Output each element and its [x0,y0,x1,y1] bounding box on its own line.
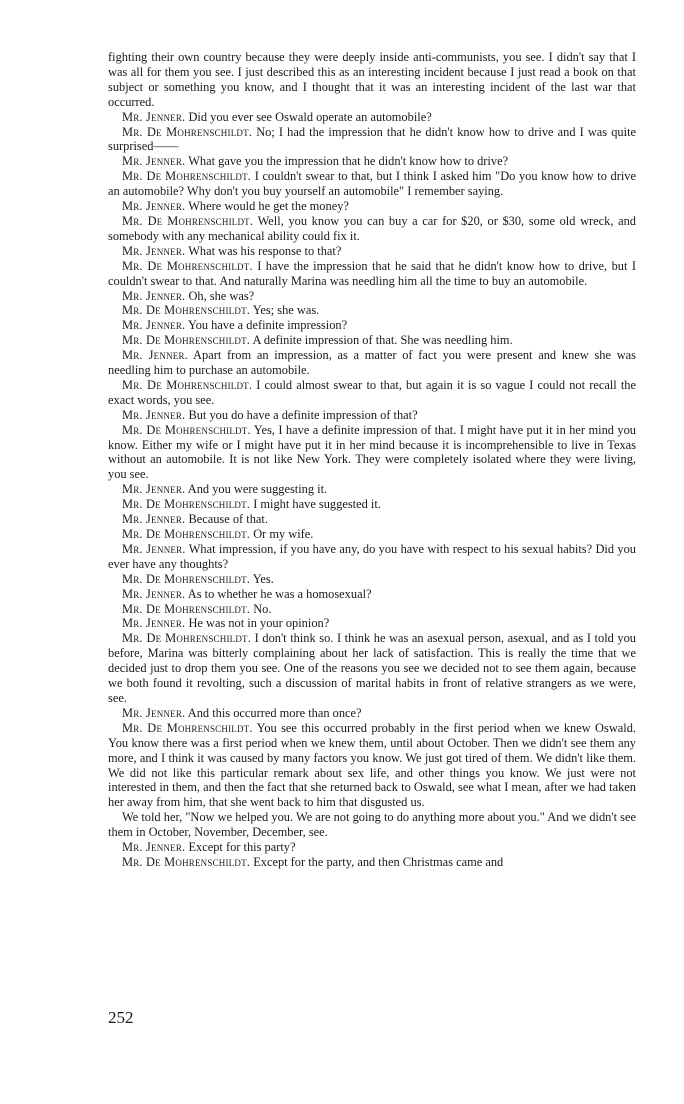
testimony-text: I could almost swear to that, but again it is so vague I could not recall the exact words, you see. [108,377,636,407]
speaker-name: Mr. Jenner. [122,616,186,631]
testimony-text: Or my wife. [253,527,314,541]
transcript-paragraph [108,855,636,870]
speaker-name: Mr. Jenner. [122,512,186,527]
speaker-name: Mr. De Mohrenschildt. [122,169,252,184]
speaker-name: Mr. Jenner. [122,705,186,720]
testimony-text: I might have suggested it. [253,497,381,512]
speaker-name: Mr. De Mohrenschildt. [122,333,251,348]
transcript-paragraph [108,318,636,333]
transcript-paragraph [108,125,636,155]
testimony-text: I have the impression that he said that he didn't know how to drive, but I couldn't swear to that. And naturally Marina was needling him all the time to buy an automobile. [108,258,636,288]
testimony-text: Did you ever see Oswald operate an automobile? [188,109,432,124]
page-number: 252 [108,1008,134,1027]
speaker-name: Mr. De Mohrenschildt. [122,422,251,437]
testimony-text: No. [253,601,272,616]
speaker-name: Mr. De Mohrenschildt. [122,124,253,139]
transcript-paragraph [108,706,636,721]
transcript-paragraph [108,497,636,512]
testimony-text: What gave you the impression that he didn't know how to drive? [188,154,509,169]
testimony-text: No; I had the impression that he didn't know how to drive and I was quite surprised—— [108,124,637,154]
transcript-paragraph [108,214,636,244]
testimony-text: Yes. [252,571,274,586]
testimony-text: What impression, if you have any, do you have with respect to his sexual habits? Did you ever have any thoughts? [108,541,636,571]
speaker-name: Mr. De Mohrenschildt. [122,303,251,318]
testimony-text: We told her, "Now we helped you. We are not going to do anything more about you." And we didn't see them in October, November, December, see. [108,810,636,840]
testimony-text: What was his response to that? [188,243,342,258]
testimony-text: Apart from an impression, as a matter of fact you were present and knew she was needling him to purchase an automobile. [108,348,636,378]
transcript-paragraph [108,527,636,542]
testimony-text: Yes, I have a definite impression of that. I might have put it in her mind you know. Either my wife or I might have put it in her mind because it is incomprehensible to live in Texas without an automobile. It is not like New York. They were completely isolated where they were living, you see. [108,422,637,482]
testimony-text: Because of that. [188,512,268,527]
speaker-name: Mr. De Mohrenschildt. [122,631,252,646]
transcript-paragraph [108,289,636,304]
transcript-paragraph [108,721,636,810]
transcript-paragraph [108,542,636,572]
speaker-name: Mr. De Mohrenschildt. [122,601,251,616]
transcript-paragraph [108,616,636,631]
testimony-text: And you were suggesting it. [187,482,328,497]
speaker-name: Mr. Jenner. [122,586,186,601]
testimony-text: But you do have a definite impression of that? [188,407,418,422]
testimony-text: As to whether he was a homosexual? [187,586,372,601]
testimony-text: fighting their own country because they were deeply inside anti-communists, you see. I didn't say that I was all for them you see. I just described this as an interesting incident because I just read a book on that subject or something you know, and I thought that it was an interesting incident of the last war that occurred. [108,50,636,109]
transcript-paragraph [108,572,636,587]
speaker-name: Mr. Jenner. [122,840,186,855]
speaker-name: Mr. Jenner. [122,318,186,333]
testimony-text: Where would he get the money? [188,199,349,214]
transcript-paragraph [108,378,636,408]
transcript-paragraph [108,50,636,110]
speaker-name: Mr. De Mohrenschildt. [122,377,253,392]
speaker-name: Mr. Jenner. [122,541,186,556]
transcript-paragraph [108,259,636,289]
testimony-text: Well, you know you can buy a car for $20, or $30, some old wreck, and somebody with any mechanical ability could fix it. [108,213,636,243]
speaker-name: Mr. De Mohrenschildt. [122,854,251,869]
testimony-text: And this occurred more than once? [187,705,362,720]
speaker-name: Mr. De Mohrenschildt. [122,258,253,273]
transcript-page [108,50,636,870]
transcript-paragraph [108,110,636,125]
transcript-paragraph [108,810,636,840]
testimony-text: You see this occurred probably in the first period when we knew Oswald. You know there was a first period when we knew them, until about October. Then we didn't see them any more, and I think it was caused by many factors you know. We just got tired of them. We didn't like them. We did not like this particular remark about sex life, and other things you know. We just were not interested in them, and then the fact that she returned back to Oswald, see what I mean, after we had taken her away from him, that she went back to him that disgusted us. [108,720,637,810]
transcript-paragraph [108,169,636,199]
speaker-name: Mr. De Mohrenschildt. [122,571,251,586]
speaker-name: Mr. De Mohrenschildt. [122,213,254,228]
speaker-name: Mr. Jenner. [122,154,186,169]
testimony-text: Except for the party, and then Christmas came and [253,854,504,869]
transcript-paragraph [108,244,636,259]
testimony-text: I don't think so. I think he was an asexual person, asexual, and as I told you before, Marina was bitterly complaining about her lack of satisfaction. This is really the time that we decided just to drop them you see. One of the reasons you see we decided not to see them again, because we both found it revolting, such a discussion of marital habits in front of relative strangers as we were, see. [108,631,636,705]
testimony-text: Yes; she was. [252,303,320,318]
testimony-text: He was not in your opinion? [188,616,330,631]
speaker-name: Mr. Jenner. [122,109,186,124]
testimony-text: Except for this party? [188,840,296,855]
transcript-paragraph [108,512,636,527]
transcript-paragraph [108,333,636,348]
transcript-paragraph [108,840,636,855]
speaker-name: Mr. De Mohrenschildt. [122,497,251,512]
testimony-text: You have a definite impression? [187,318,348,333]
transcript-paragraph [108,154,636,169]
transcript-paragraph [108,602,636,617]
transcript-paragraph [108,631,636,706]
transcript-paragraph [108,408,636,423]
speaker-name: Mr. Jenner. [122,482,186,497]
testimony-text: I couldn't swear to that, but I think I asked him "Do you know how to drive an automobile? Why don't you buy yourself an automobile" I remember saying. [108,169,636,199]
testimony-text: Oh, she was? [188,288,255,303]
speaker-name: Mr. De Mohrenschildt. [122,720,253,735]
transcript-paragraph [108,482,636,497]
transcript-paragraph [108,303,636,318]
speaker-name: Mr. Jenner. [122,288,186,303]
transcript-paragraph [108,423,636,483]
speaker-name: Mr. De Mohrenschildt. [122,527,251,541]
speaker-name: Mr. Jenner. [122,199,186,214]
speaker-name: Mr. Jenner. [122,243,186,258]
transcript-paragraph [108,587,636,602]
transcript-paragraph [108,199,636,214]
speaker-name: Mr. Jenner. [122,407,186,422]
speaker-name: Mr. Jenner. [122,348,188,363]
testimony-text: A definite impression of that. She was needling him. [252,333,513,348]
transcript-paragraph [108,348,636,378]
